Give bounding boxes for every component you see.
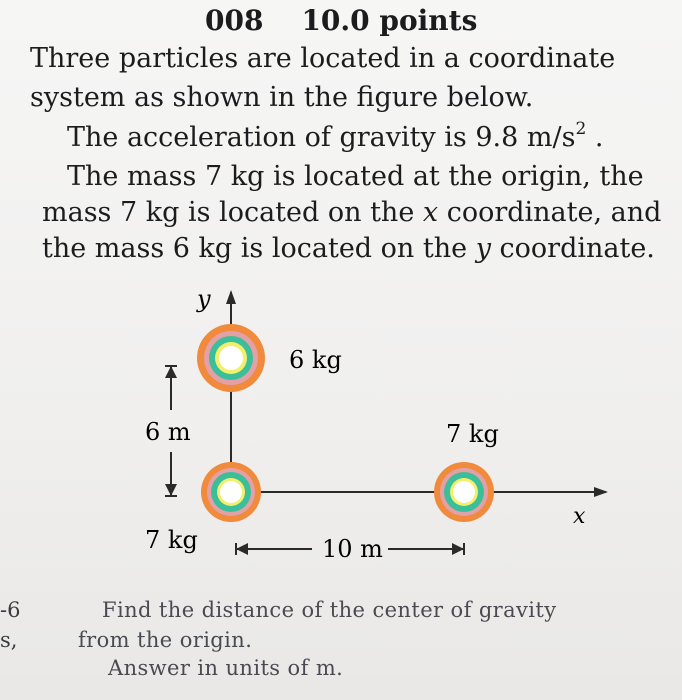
gravity-text: The acceleration of gravity is 9.8 m/s [67, 122, 576, 153]
mass-right-ring [434, 462, 494, 522]
particle-diagram [0, 270, 682, 580]
mass-origin-ring [201, 462, 261, 522]
mass-statement-line-2 [42, 196, 661, 230]
problem-text-line-1: Three particles are located in a coordinate [30, 43, 616, 74]
gravity-statement [67, 121, 603, 155]
mass-line2-a: mass 7 kg is located on the [42, 197, 423, 228]
mass-statement-line-3 [42, 232, 655, 266]
gravity-suffix: . [586, 122, 604, 153]
mass-right-label: 7 kg [446, 420, 499, 448]
mass-line3-a: the mass 6 kg is located on the [42, 233, 476, 264]
problem-header [205, 4, 477, 37]
x-variable: x [422, 197, 439, 228]
problem-number: 008 [205, 4, 264, 37]
gravity-exponent: 2 [575, 119, 587, 139]
question-line-1: Find the distance of the center of gravity [102, 598, 557, 622]
mass-top-ring [197, 324, 265, 392]
edge-text-2: s, [0, 628, 18, 652]
problem-points: 10.0 points [301, 4, 478, 37]
question-line-3: Answer in units of m. [108, 656, 344, 680]
edge-text-1: -6 [0, 598, 21, 622]
mass-origin-label: 7 kg [145, 526, 198, 554]
mass-statement-line-1: The mass 7 kg is located at the origin, the [67, 161, 644, 192]
mass-line3-b: coordinate. [490, 233, 655, 264]
mass-line2-b: coordinate, and [438, 197, 662, 228]
question-line-2: from the origin. [78, 628, 253, 652]
x-axis-label: x [573, 504, 586, 529]
horizontal-distance-label: 10 m [322, 535, 383, 563]
y-axis-label: y [197, 285, 211, 313]
mass-top-label: 6 kg [289, 346, 342, 374]
vertical-distance-label: 6 m [145, 418, 191, 446]
problem-text-line-2: system as shown in the figure below. [30, 82, 534, 113]
y-variable: y [475, 233, 491, 264]
